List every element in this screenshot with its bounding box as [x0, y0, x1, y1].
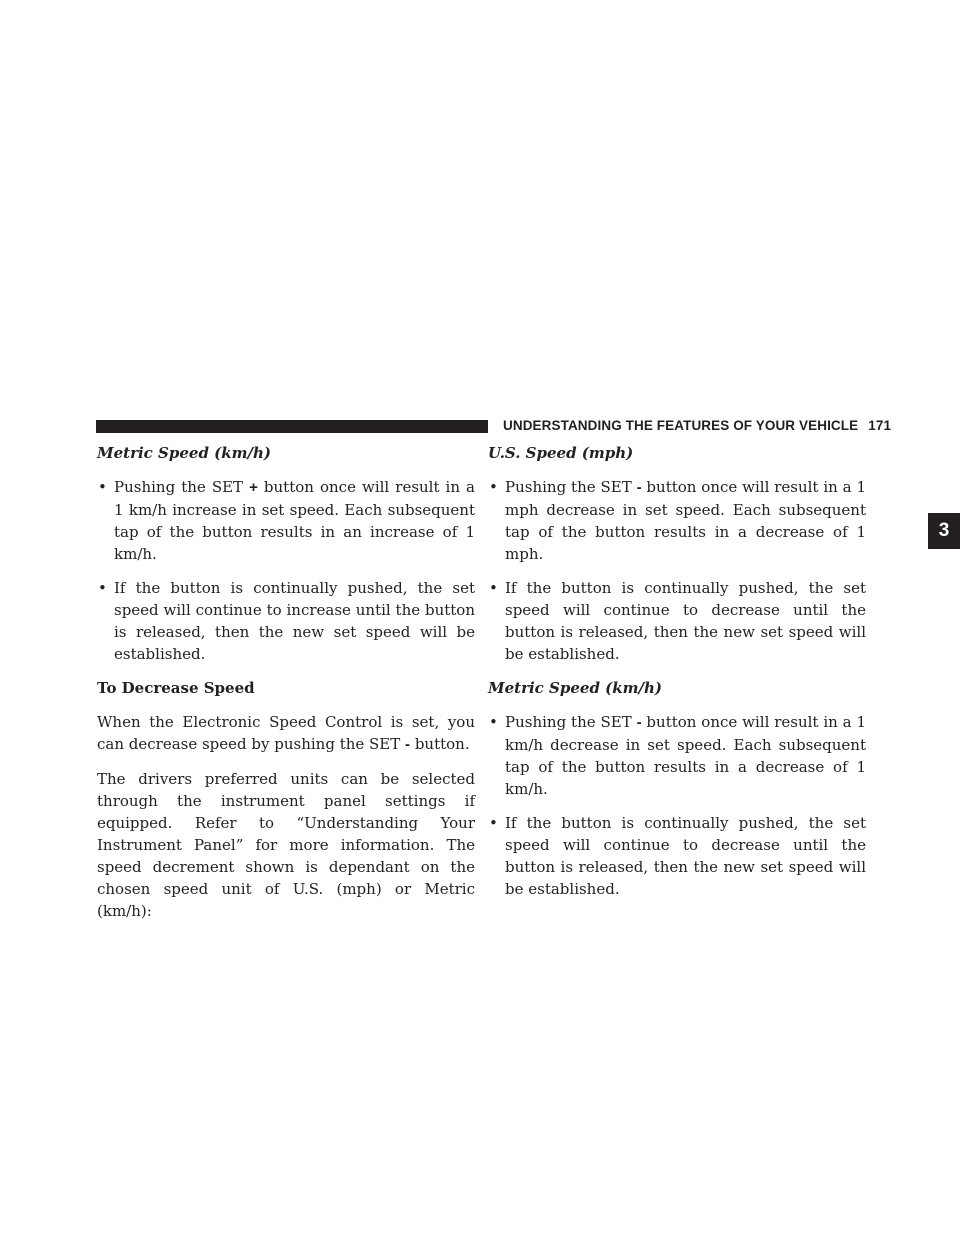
bullet-icon: •	[98, 478, 107, 496]
list-item: • If the button is continually pushed, the set speed will continue to increase until the button is released, then the new set speed will be established.	[98, 579, 475, 663]
bullet-icon: •	[489, 814, 498, 832]
metric-speed-heading: Metric Speed (km/h)	[97, 444, 271, 462]
list-item: • If the button is continually pushed, the set speed will continue to decrease until the button is released, then the new set speed will be established.	[489, 579, 866, 663]
chapter-tab: 3	[928, 513, 960, 549]
bullet-icon: •	[98, 579, 107, 597]
list-item: • If the button is continually pushed, the set speed will continue to decrease until the button is released, then the new set speed will be established.	[489, 814, 866, 898]
paragraph: The drivers preferred units can be selected through the instrument panel settings if equipped. Refer to “Understanding Your Instrument Panel” for more information. The speed decrement shown is dependant on the chosen speed unit of U.S. (mph) or Metric (km/h):	[97, 770, 475, 920]
running-header	[503, 418, 891, 433]
us-speed-heading: U.S. Speed (mph)	[488, 444, 634, 462]
plus-symbol: +	[249, 479, 258, 496]
minus-symbol: -	[636, 714, 642, 731]
minus-symbol: -	[405, 736, 411, 753]
metric-speed-heading: Metric Speed (km/h)	[488, 679, 662, 697]
bullet-icon: •	[489, 579, 498, 597]
list-item: • Pushing the SET - button once will result in a 1 mph decrease in set speed. Each subsequent tap of the button results in a decrease of 1 mph.	[489, 478, 866, 563]
right-column	[488, 442, 866, 912]
minus-symbol: -	[636, 479, 642, 496]
decrease-speed-heading: To Decrease Speed	[97, 679, 255, 697]
paragraph: When the Electronic Speed Control is set, you can decrease speed by pushing the SET - button.	[97, 713, 475, 753]
list-item: • Pushing the SET - button once will result in a 1 km/h decrease in set speed. Each subsequent tap of the button results in a decrease of 1 km/h.	[489, 713, 866, 798]
left-column	[97, 442, 475, 934]
bullet-icon: •	[489, 713, 498, 731]
page-number: 171	[868, 418, 892, 433]
header-bar	[96, 420, 488, 433]
section-title: UNDERSTANDING THE FEATURES OF YOUR VEHICLE	[503, 418, 859, 433]
list-item: • Pushing the SET + button once will result in a 1 km/h increase in set speed. Each subsequent tap of the button results in an increase of 1 km/h.	[98, 478, 475, 563]
bullet-icon: •	[489, 478, 498, 496]
